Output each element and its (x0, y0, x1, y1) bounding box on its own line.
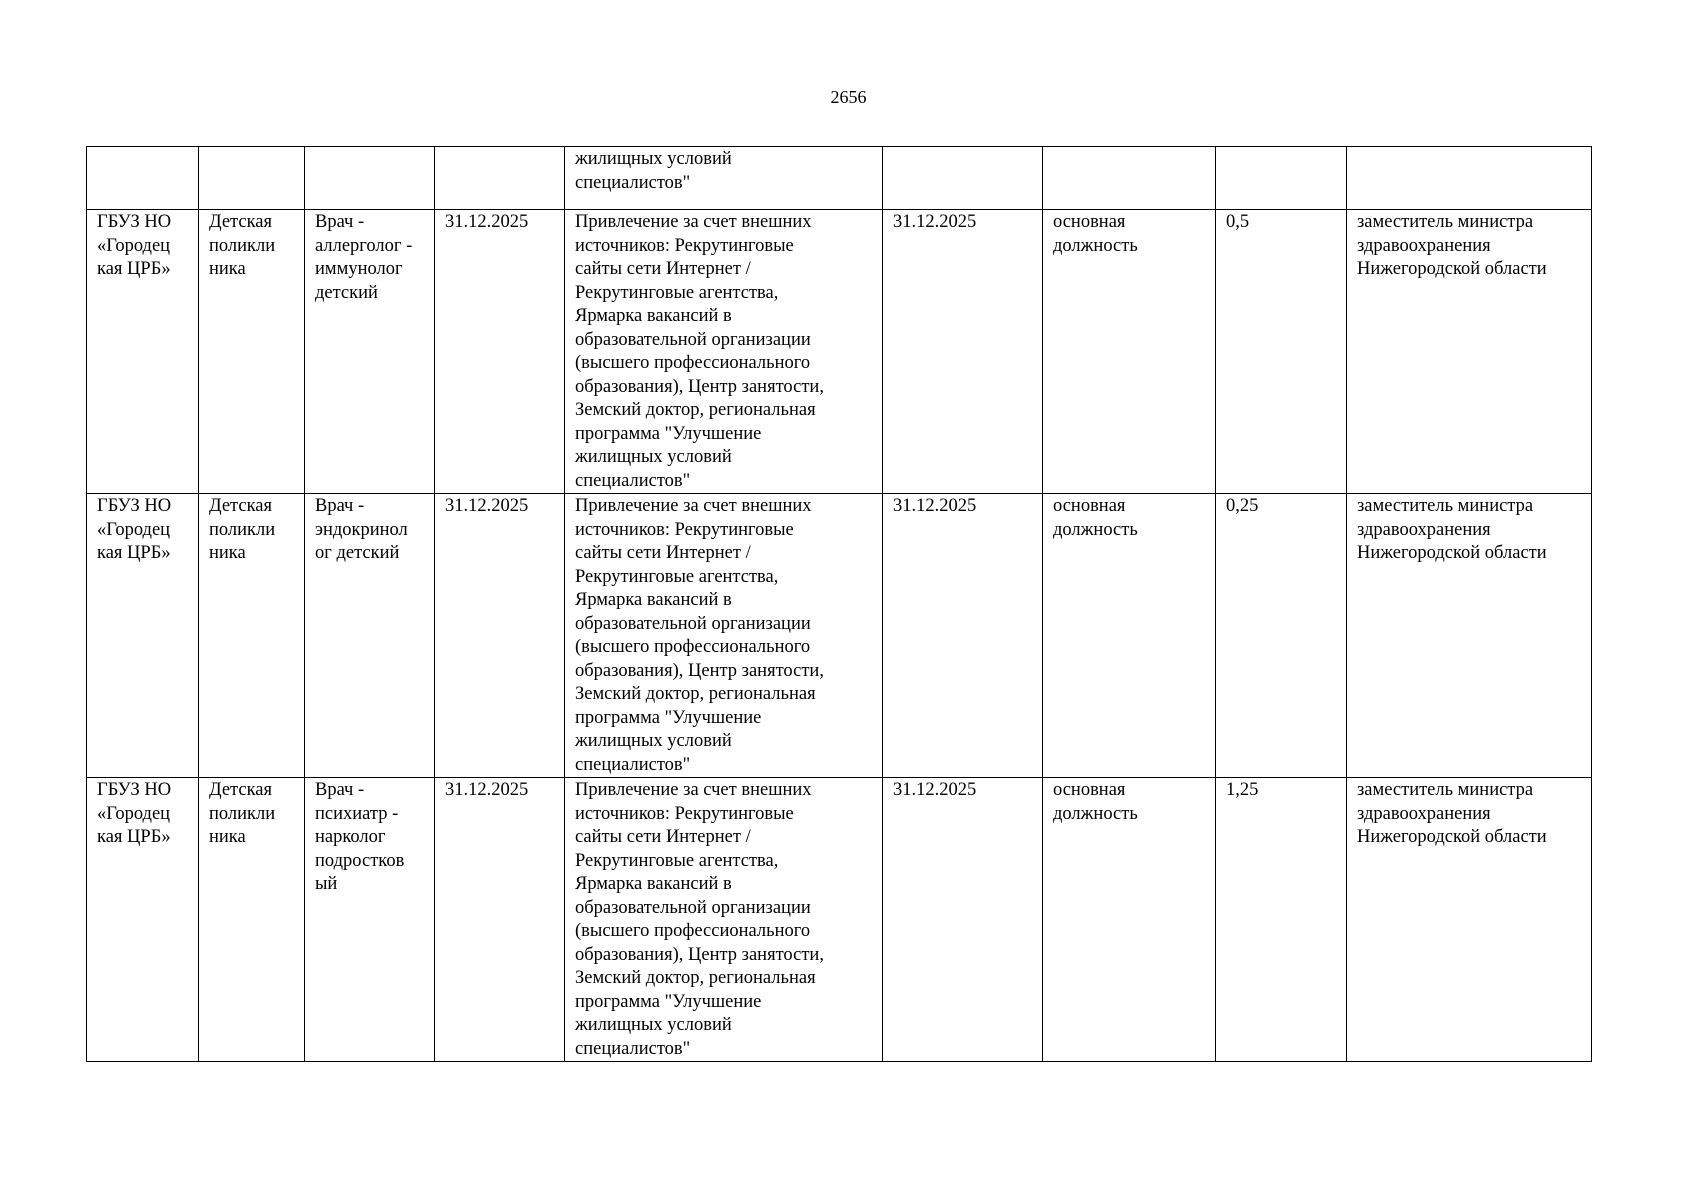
cell-date-plan: 31.12.2025 (883, 494, 1043, 778)
cell-position: Врач - аллерголог - иммунолог детский (305, 210, 435, 494)
cell-position-type: основная должность (1043, 778, 1216, 1062)
cell-date-plan (883, 147, 1043, 210)
cell-position: Врач - психиатр - нарколог подростков ый (305, 778, 435, 1062)
cell-department: Детская поликли ника (199, 210, 305, 494)
cell-institution: ГБУЗ НО «Городец кая ЦРБ» (87, 494, 199, 778)
cell-date-plan: 31.12.2025 (883, 778, 1043, 1062)
cell-department (199, 147, 305, 210)
cell-responsible (1347, 147, 1592, 210)
cell-source: жилищных условий специалистов" (565, 147, 883, 210)
cell-date-plan: 31.12.2025 (883, 210, 1043, 494)
cell-responsible: заместитель министра здравоохранения Нижегородской области (1347, 778, 1592, 1062)
cell-position-type: основная должность (1043, 210, 1216, 494)
table-row (87, 778, 1592, 1062)
cell-responsible: заместитель министра здравоохранения Нижегородской области (1347, 210, 1592, 494)
cell-department: Детская поликли ника (199, 778, 305, 1062)
cell-rate (1216, 147, 1347, 210)
cell-date-vacancy: 31.12.2025 (435, 210, 565, 494)
table-row (87, 494, 1592, 778)
cell-position-type (1043, 147, 1216, 210)
cell-date-vacancy (435, 147, 565, 210)
page-number: 2656 (830, 87, 867, 107)
cell-position-type: основная должность (1043, 494, 1216, 778)
cell-date-vacancy: 31.12.2025 (435, 494, 565, 778)
cell-rate: 0,25 (1216, 494, 1347, 778)
cell-institution (87, 147, 199, 210)
cell-responsible: заместитель министра здравоохранения Нижегородской области (1347, 494, 1592, 778)
cell-date-vacancy: 31.12.2025 (435, 778, 565, 1062)
table-row-continuation (87, 147, 1592, 210)
cell-position (305, 147, 435, 210)
cell-source: Привлечение за счет внешних источников: Рекрутинговые сайты сети Интернет / Рекрутинговые агентства, Ярмарка вакансий в образовательной организации (высшего профессионального образования), Центр занятости, Земский доктор, региональная программа "Улучшение жилищных условий специалистов" (565, 494, 883, 778)
cell-department: Детская поликли ника (199, 494, 305, 778)
cell-position: Врач - эндокринол ог детский (305, 494, 435, 778)
cell-source: Привлечение за счет внешних источников: Рекрутинговые сайты сети Интернет / Рекрутинговые агентства, Ярмарка вакансий в образовательной организации (высшего профессионального образования), Центр занятости, Земский доктор, региональная программа "Улучшение жилищных условий специалистов" (565, 210, 883, 494)
cell-rate: 0,5 (1216, 210, 1347, 494)
vacancy-table (86, 146, 1592, 1062)
cell-institution: ГБУЗ НО «Городец кая ЦРБ» (87, 210, 199, 494)
cell-rate: 1,25 (1216, 778, 1347, 1062)
cell-source: Привлечение за счет внешних источников: Рекрутинговые сайты сети Интернет / Рекрутинговые агентства, Ярмарка вакансий в образовательной организации (высшего профессионального образования), Центр занятости, Земский доктор, региональная программа "Улучшение жилищных условий специалистов" (565, 778, 883, 1062)
table-row (87, 210, 1592, 494)
cell-institution: ГБУЗ НО «Городец кая ЦРБ» (87, 778, 199, 1062)
